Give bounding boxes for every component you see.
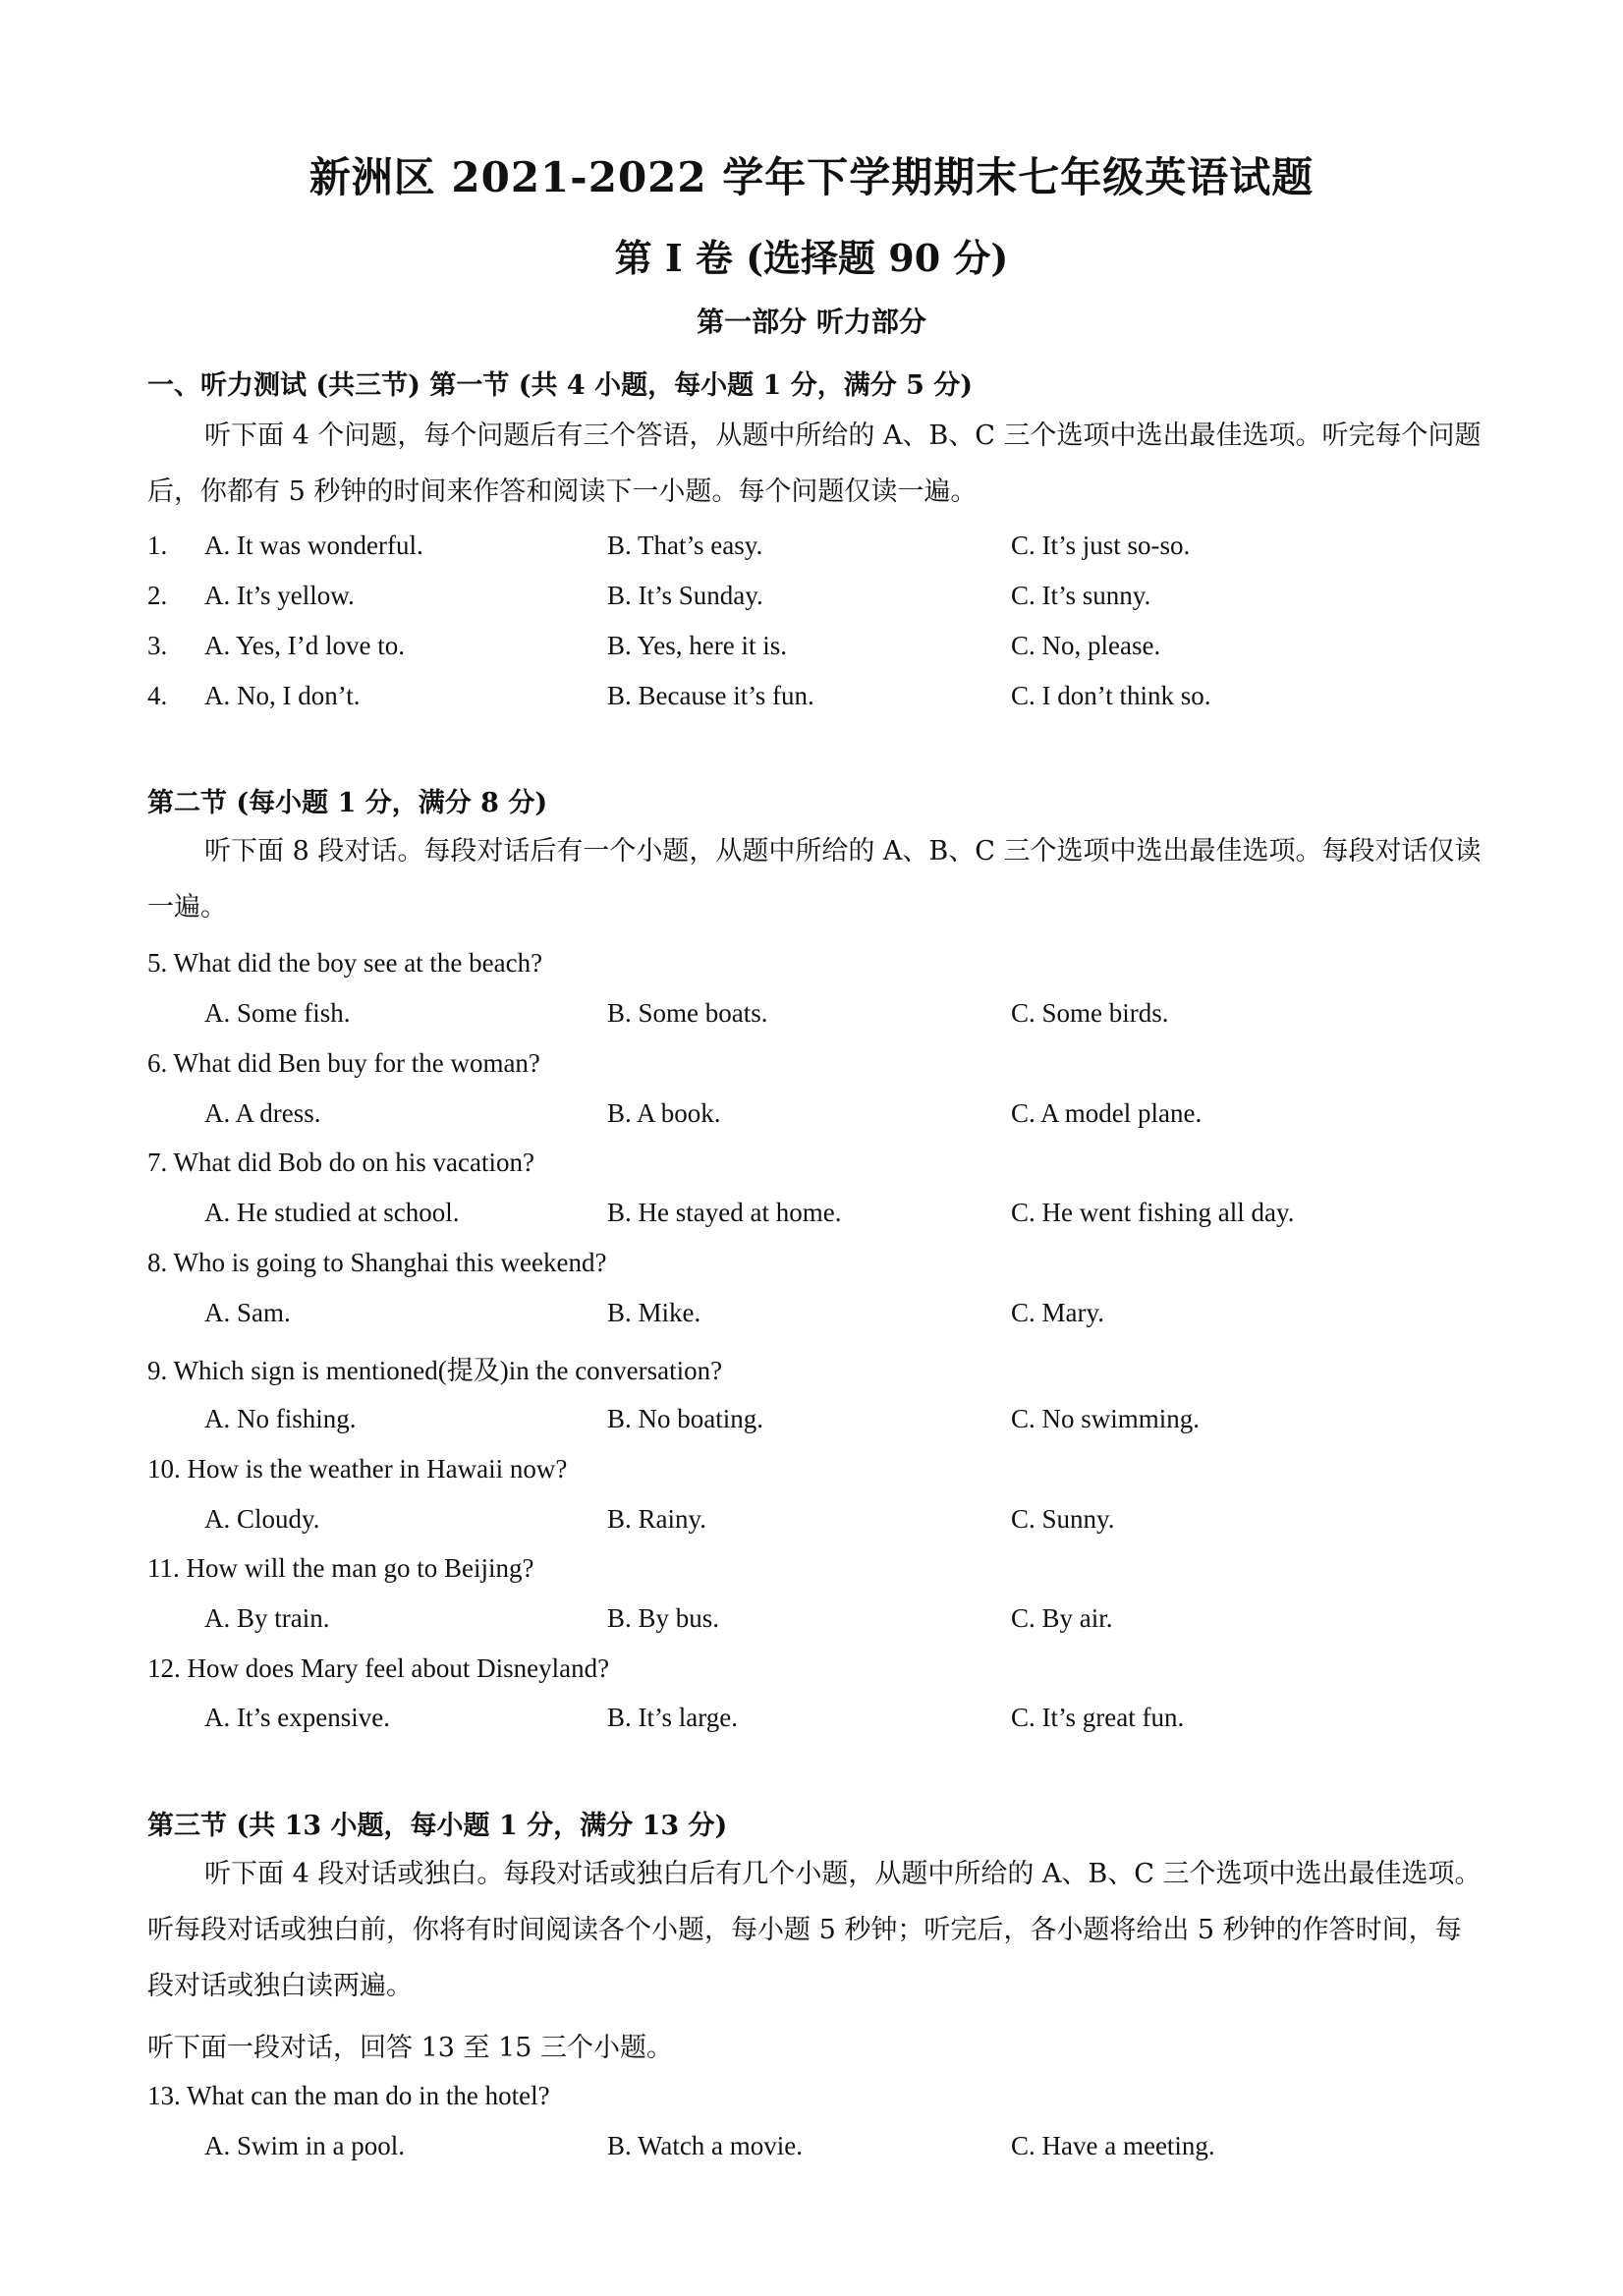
option-b: B. Because it’s fun. (607, 681, 814, 710)
option-a: A. Yes, I’d love to. (204, 631, 406, 660)
option-a: A. It’s yellow. (204, 581, 355, 610)
section2-instructions: 听下面 8 段对话。每段对话后有一个小题，从题中所给的 A、B、C 三个选项中选出最佳选项。每段对话仅读一遍。 (147, 836, 1482, 923)
option-c: C. It’s just so-so. (1011, 531, 1191, 560)
option-a: A. Swim in a pool. (204, 2131, 406, 2160)
option-c: C. He went fishing all day. (1011, 1198, 1295, 1227)
option-b: B. No boating. (607, 1404, 763, 1433)
question-text: 9. Which sign is mentioned(提及)in the conversation? (147, 1356, 723, 1385)
option-c: C. It’s great fun. (1011, 1703, 1185, 1732)
paper-subtitle: 第 I 卷 (选择题 90 分) (614, 236, 1009, 280)
section3-heading: 第三节 (共 13 小题，每小题 1 分，满分 13 分) (147, 1811, 728, 1841)
option-b: B. Rainy. (607, 1504, 706, 1534)
option-b: B. A book. (607, 1098, 721, 1128)
question-text: 11. How will the man go to Beijing? (147, 1553, 534, 1583)
option-b: B. That’s easy. (607, 531, 763, 560)
option-b: B. Yes, here it is. (607, 631, 788, 660)
item-number: 3. (147, 631, 168, 660)
exam-title: 新洲区 2021-2022 学年下学期期末七年级英语试题 (308, 153, 1315, 201)
option-a: A. No fishing. (204, 1404, 357, 1433)
option-a: A. It’s expensive. (204, 1703, 390, 1732)
part-heading: 第一部分 听力部分 (697, 306, 926, 338)
option-a: A. A dress. (204, 1098, 321, 1128)
option-b: B. By bus. (607, 1603, 720, 1633)
section2-heading: 第二节 (每小题 1 分，满分 8 分) (147, 788, 548, 818)
item-number: 1. (147, 531, 168, 560)
option-a: A. Some fish. (204, 998, 351, 1028)
option-c: C. Mary. (1011, 1298, 1104, 1327)
question-text: 13. What can the man do in the hotel? (147, 2081, 550, 2110)
option-a: A. He studied at school. (204, 1198, 460, 1227)
option-c: C. No, please. (1011, 631, 1161, 660)
item-number: 4. (147, 681, 168, 710)
option-b: B. Watch a movie. (607, 2131, 804, 2160)
option-b: B. Mike. (607, 1298, 701, 1327)
option-c: C. Sunny. (1011, 1504, 1115, 1534)
option-a: A. Cloudy. (204, 1504, 320, 1534)
option-c: C. It’s sunny. (1011, 581, 1151, 610)
option-b: B. Some boats. (607, 998, 768, 1028)
option-b: B. It’s large. (607, 1703, 738, 1732)
option-c: C. Some birds. (1011, 998, 1169, 1028)
item-number: 2. (147, 581, 168, 610)
question-text: 5. What did the boy see at the beach? (147, 948, 543, 978)
option-a: A. It was wonderful. (204, 531, 423, 560)
section1-instructions: 听下面 4 个问题，每个问题后有三个答语，从题中所给的 A、B、C 三个选项中选出最佳选项。听完每个问题后，你都有 5 秒钟的时间来作答和阅读下一小题。每个问题仅读一遍。 (147, 420, 1482, 507)
question-text: 10. How is the weather in Hawaii now? (147, 1454, 568, 1484)
section3-instructions: 听下面 4 段对话或独白。每段对话或独白后有几个小题，从题中所给的 A、B、C 三个选项中选出最佳选项。听每段对话或独白前，你将有时间阅读各个小题，每小题 5 秒钟；听完后，各小题将给出 5 秒钟的作答时间，每段对话或独白读两遍。 (147, 1859, 1482, 2001)
option-c: C. I don’t think so. (1011, 681, 1211, 710)
option-a: A. Sam. (204, 1298, 291, 1327)
option-c: C. By air. (1011, 1603, 1113, 1633)
option-a: A. By train. (204, 1603, 330, 1633)
option-b: B. It’s Sunday. (607, 581, 763, 610)
option-c: C. Have a meeting. (1011, 2131, 1215, 2160)
section1-heading: 一、听力测试 (共三节) 第一节 (共 4 小题，每小题 1 分，满分 5 分) (147, 370, 974, 401)
question-text: 8. Who is going to Shanghai this weekend? (147, 1248, 607, 1277)
question-text: 12. How does Mary feel about Disneyland? (147, 1653, 610, 1683)
question-text: 7. What did Bob do on his vacation? (147, 1148, 534, 1177)
question-text: 6. What did Ben buy for the woman? (147, 1048, 540, 1078)
listening-lead: 听下面一段对话，回答 13 至 15 三个小题。 (147, 2033, 674, 2063)
option-a: A. No, I don’t. (204, 681, 361, 710)
option-c: C. No swimming. (1011, 1404, 1201, 1433)
option-c: C. A model plane. (1011, 1098, 1203, 1128)
option-b: B. He stayed at home. (607, 1198, 842, 1227)
